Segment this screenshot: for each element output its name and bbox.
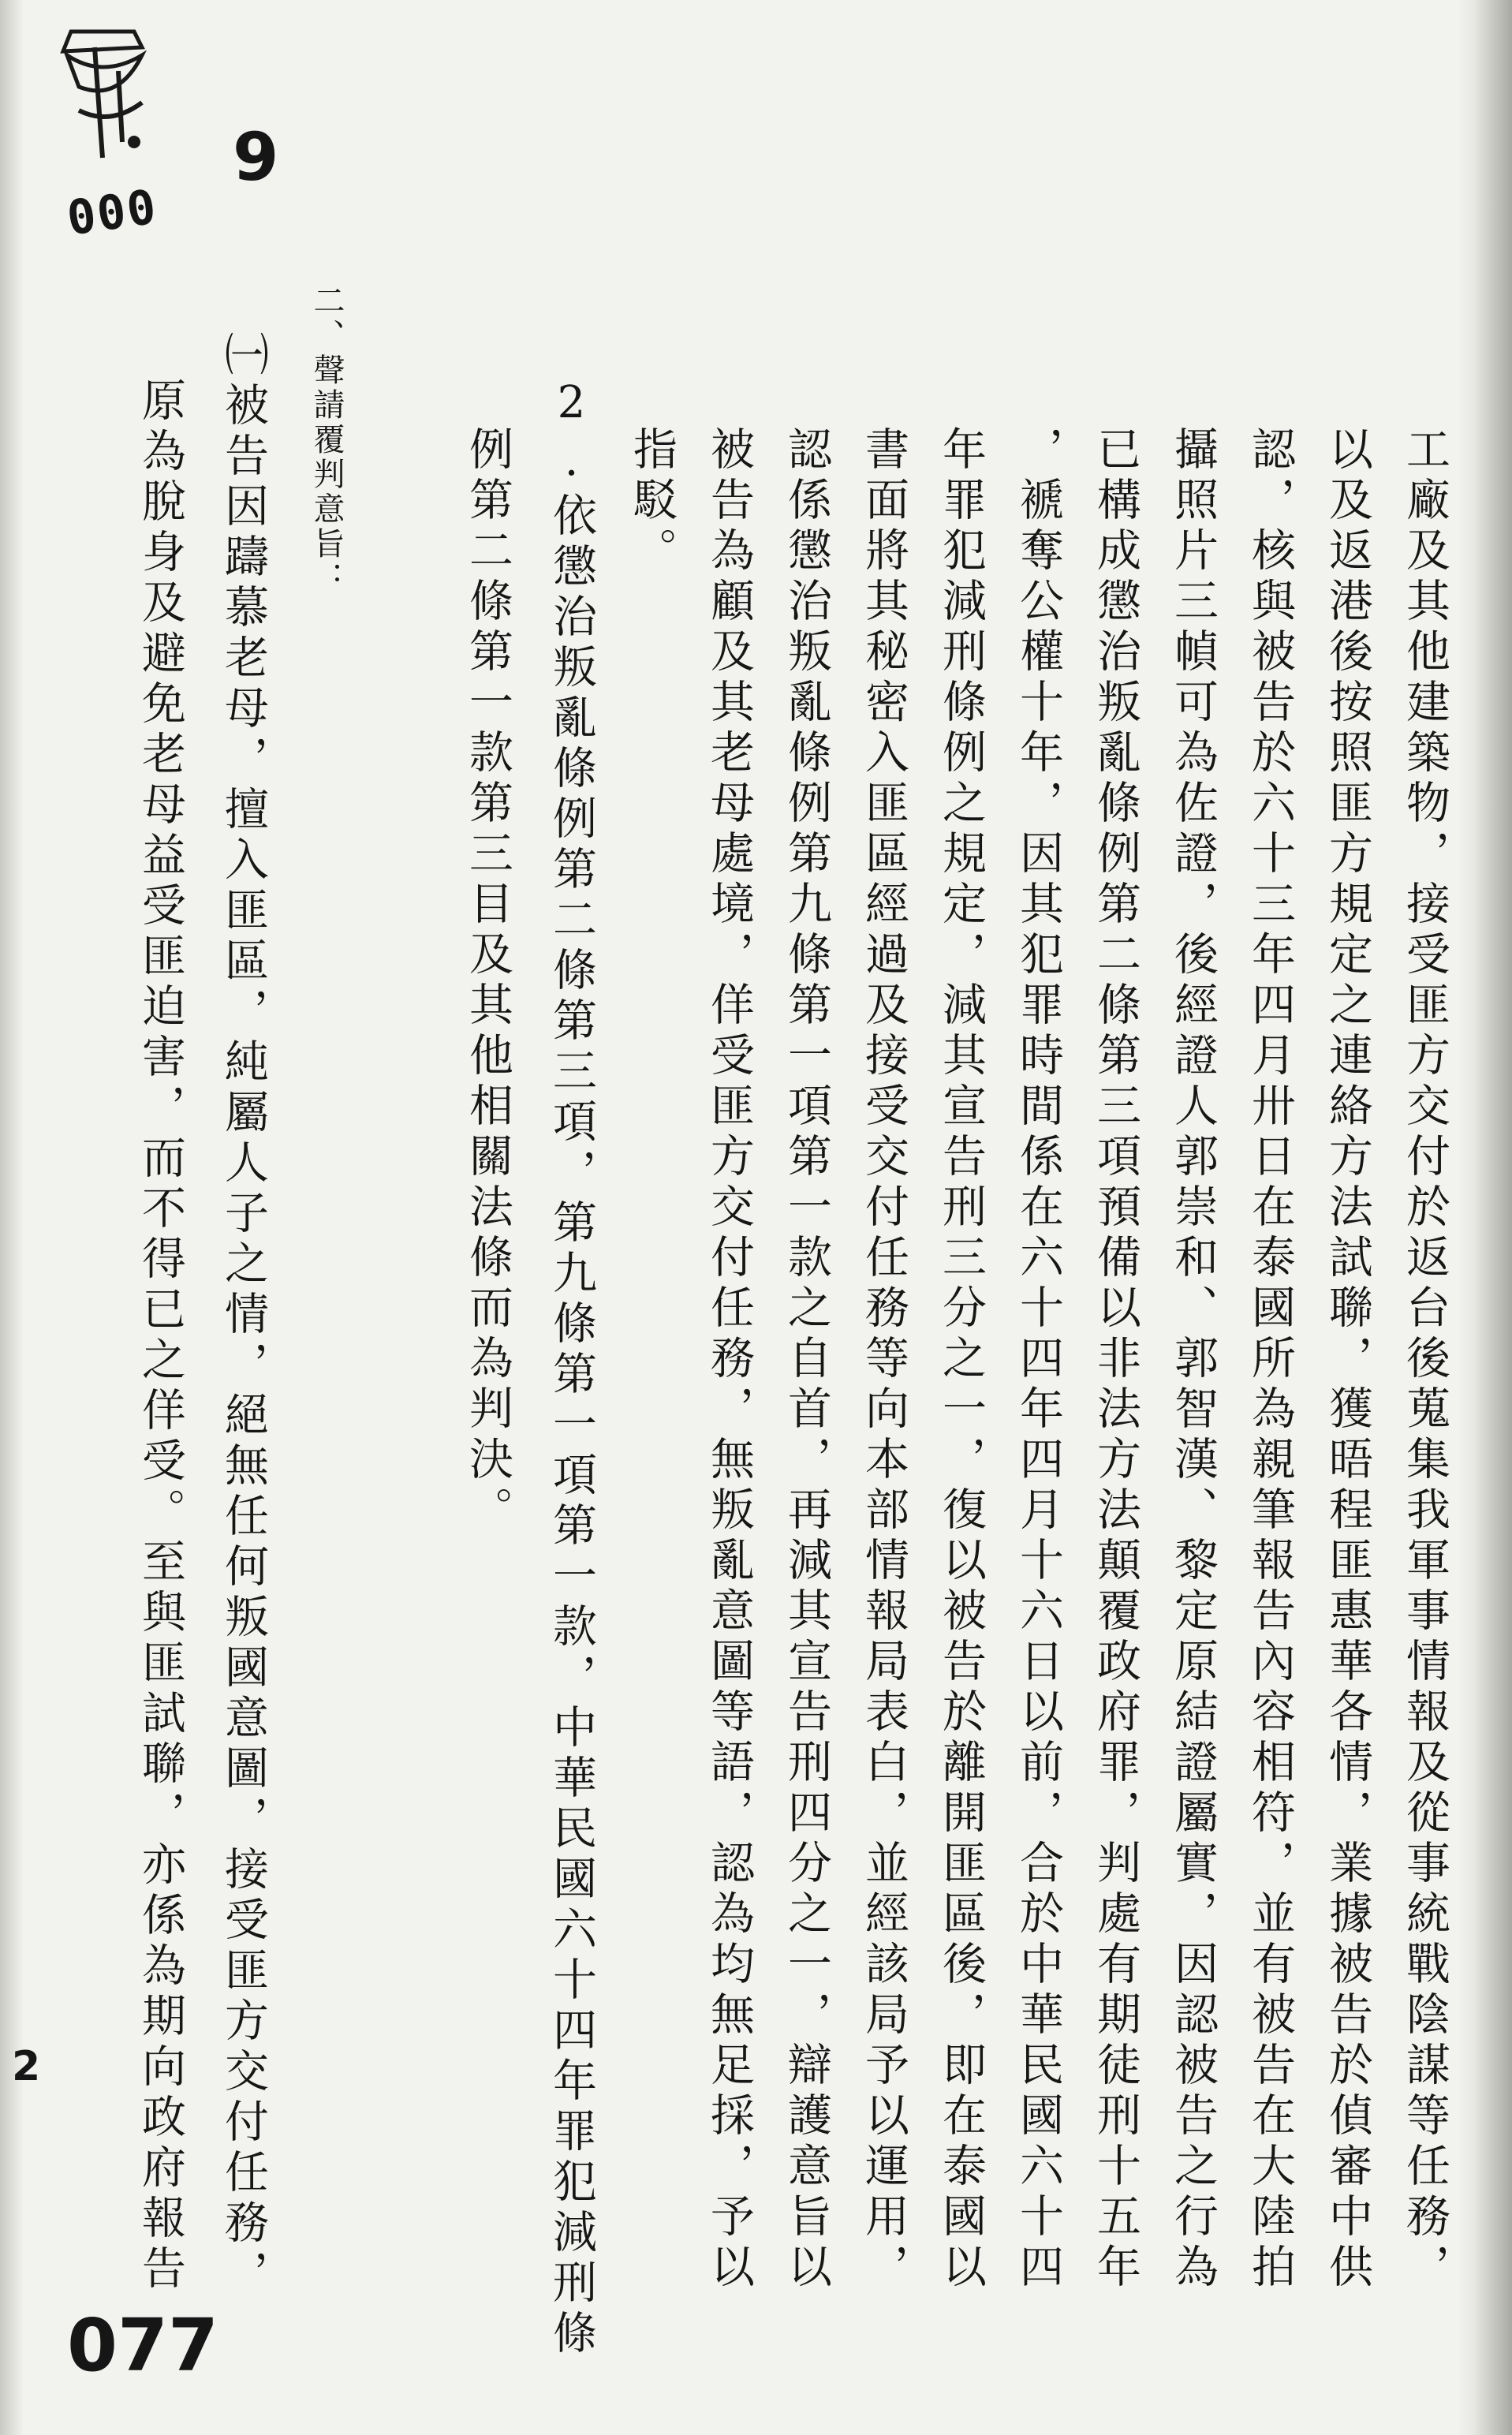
- side-page-number: 2: [12, 2043, 41, 2090]
- text-column: 書面將其秘密入匪區經過及接受交付任務等向本部情報局表白，並經該局予以運用，: [858, 426, 909, 2294]
- text-column: ㈠被告因躊慕老母，擅入匪區，純屬人子之情，絕無任何叛國意圖，接受匪方交付任務，: [218, 331, 269, 2300]
- text-column: 認係懲治叛亂條例第九條第一項第一款之自首，再減其宣告刑四分之一，辯護意旨以: [781, 426, 832, 2294]
- archive-number: 000: [63, 179, 161, 247]
- text-column: 2.依懲治叛亂條例第二條第三項，第九條第一項第一款，中華民國六十四年罪犯減刑條: [546, 377, 597, 2360]
- text-column: 認，核與被告於六十三年四月卅日在泰國所為親筆報告內容相符，並有被告在大陸拍: [1245, 426, 1296, 2294]
- text-column: 以及返港後按照匪方規定之連絡方法試聯，獲晤程匪惠華各情，業據被告於偵審中供: [1322, 426, 1373, 2294]
- text-column: 指駁。: [626, 426, 678, 577]
- text-column: 攝照片三幀可為佐證，後經證人郭崇和、郭智漢、黎定原結證屬實，因認被告之行為: [1167, 426, 1219, 2294]
- bottom-page-number: 077: [67, 2303, 219, 2388]
- stamp-mark-icon: [47, 24, 166, 166]
- text-column: 例第二條第一款第三目及其他相關法條而為判決。: [462, 426, 513, 1537]
- scan-edge-right: [1457, 0, 1512, 2435]
- page-number: 9: [233, 118, 279, 196]
- text-column: 年罪犯減刑條例之規定，減其宣告刑三分之一，復以被告於離開匪區後，即在泰國以: [935, 426, 987, 2294]
- text-column: 原為脫身及避免老母益受匪迫害，而不得已之佯受。至與匪試聯，亦係為期向政府報告: [135, 377, 186, 2295]
- section-heading: 二、聲請覆判意旨：: [308, 284, 345, 596]
- text-column: 已構成懲治叛亂條例第二條第三項預備以非法方法顛覆政府罪，判處有期徒刑十五年: [1090, 426, 1141, 2294]
- text-column: 被告為顧及其老母處境，佯受匪方交付任務，無叛亂意圖等語，認為均無足採，予以: [704, 426, 755, 2294]
- text-column: ，褫奪公權十年，因其犯罪時間係在六十四年四月十六日以前，合於中華民國六十四: [1013, 426, 1064, 2294]
- text-column: 工廠及其他建築物，接受匪方交付於返台後蒐集我軍事情報及從事統戰陰謀等任務，: [1399, 426, 1450, 2294]
